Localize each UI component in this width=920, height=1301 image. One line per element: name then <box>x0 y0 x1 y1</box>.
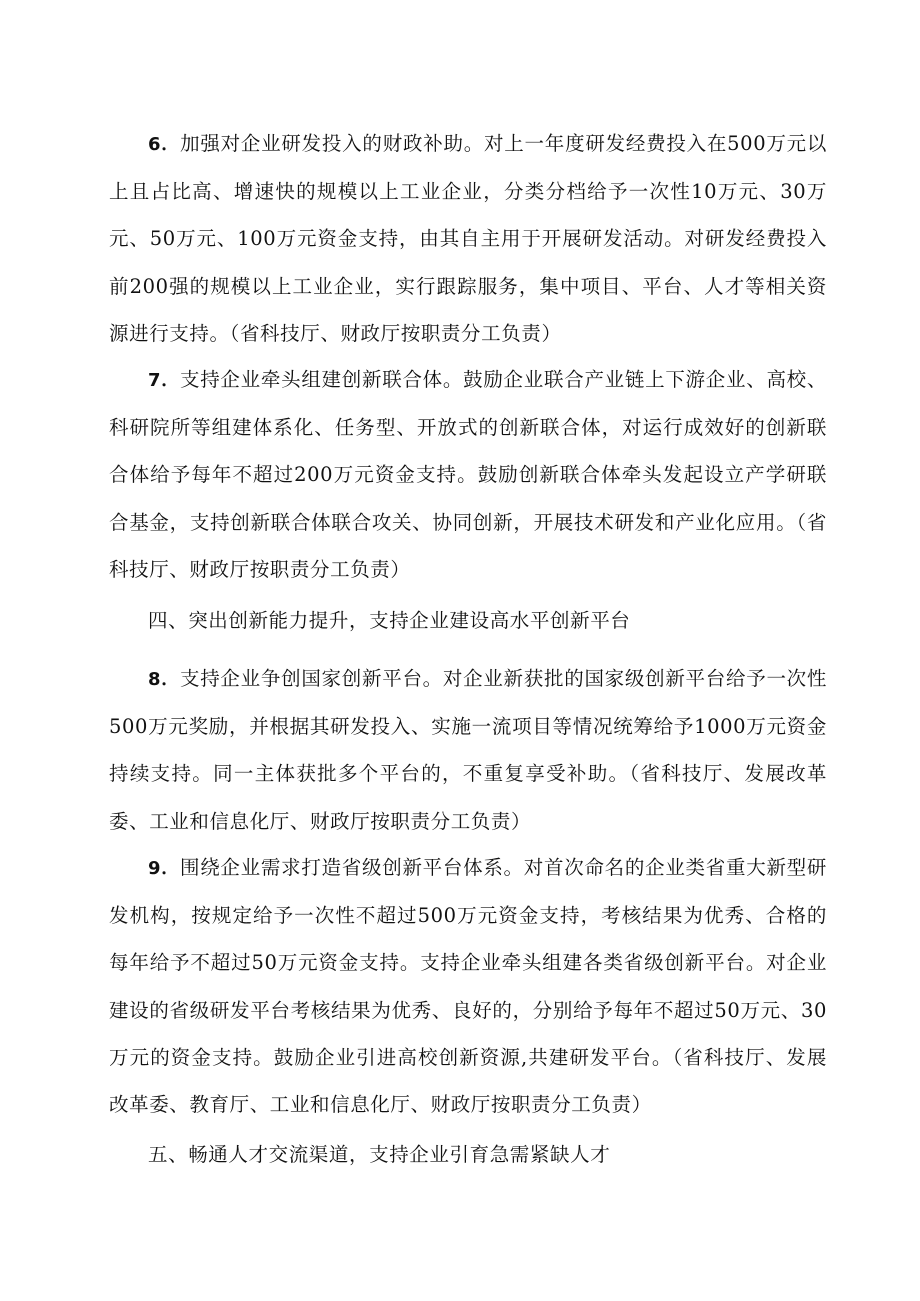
paragraph-number: 7． <box>148 370 180 391</box>
paragraph-text: 支持企业争创国家创新平台。对企业新获批的国家级创新平台给予一次性500万元奖励，并根据其研发投入、实施一流项目等情况统筹给予1000万元资金持续支持。同一主体获批多个平台的，不重复享受补助。（省科技厅、发展改革委、工业和信息化厅、财政厅按职责分工负责） <box>109 667 828 833</box>
paragraph-6 <box>109 120 827 357</box>
paragraph-7 <box>109 356 827 593</box>
paragraph-number: 8． <box>148 669 180 690</box>
paragraph-text: 围绕企业需求打造省级创新平台体系。对首次命名的企业类省重大新型研发机构，按规定给予一次性不超过500万元资金支持，考核结果为优秀、合格的每年给予不超过50万元资金支持。支持企业牵头组建各类省级创新平台。对企业建设的省级研发平台考核结果为优秀、良好的，分别给予每年不超过50万元、30万元的资金支持。鼓励企业引进高校创新资源,共建研发平台。（省科技厅、发展改革委、教育厅、工业和信息化厅、财政厅按职责分工负责） <box>109 856 828 1117</box>
section-heading-4: 四、突出创新能力提升，支持企业建设高水平创新平台 <box>148 609 631 632</box>
section-heading-5: 五、畅通人才交流渠道，支持企业引育急需紧缺人才 <box>148 1143 611 1166</box>
paragraph-text: 加强对企业研发投入的财政补助。对上一年度研发经费投入在500万元以上且占比高、增速快的规模以上工业企业，分类分档给予一次性10万元、30万元、50万元、100万元资金支持，由其自主用于开展研发活动。对研发经费投入前200强的规模以上工业企业，实行跟踪服务，集中项目、平台、人才等相关资源进行支持。（省科技厅、财政厅按职责分工负责） <box>109 132 827 345</box>
paragraph-9 <box>109 844 827 1128</box>
paragraph-text: 支持企业牵头组建创新联合体。鼓励企业联合产业链上下游企业、高校、科研院所等组建体系化、任务型、开放式的创新联合体，对运行成效好的创新联合体给予每年不超过200万元资金支持。鼓励创新联合体牵头发起设立产学研联合基金，支持创新联合体联合攻关、协同创新，开展技术研发和产业化应用。（省科技厅、财政厅按职责分工负责） <box>109 368 828 581</box>
paragraph-number: 6． <box>148 134 181 155</box>
paragraph-number: 9． <box>148 858 180 879</box>
paragraph-8 <box>109 655 827 845</box>
